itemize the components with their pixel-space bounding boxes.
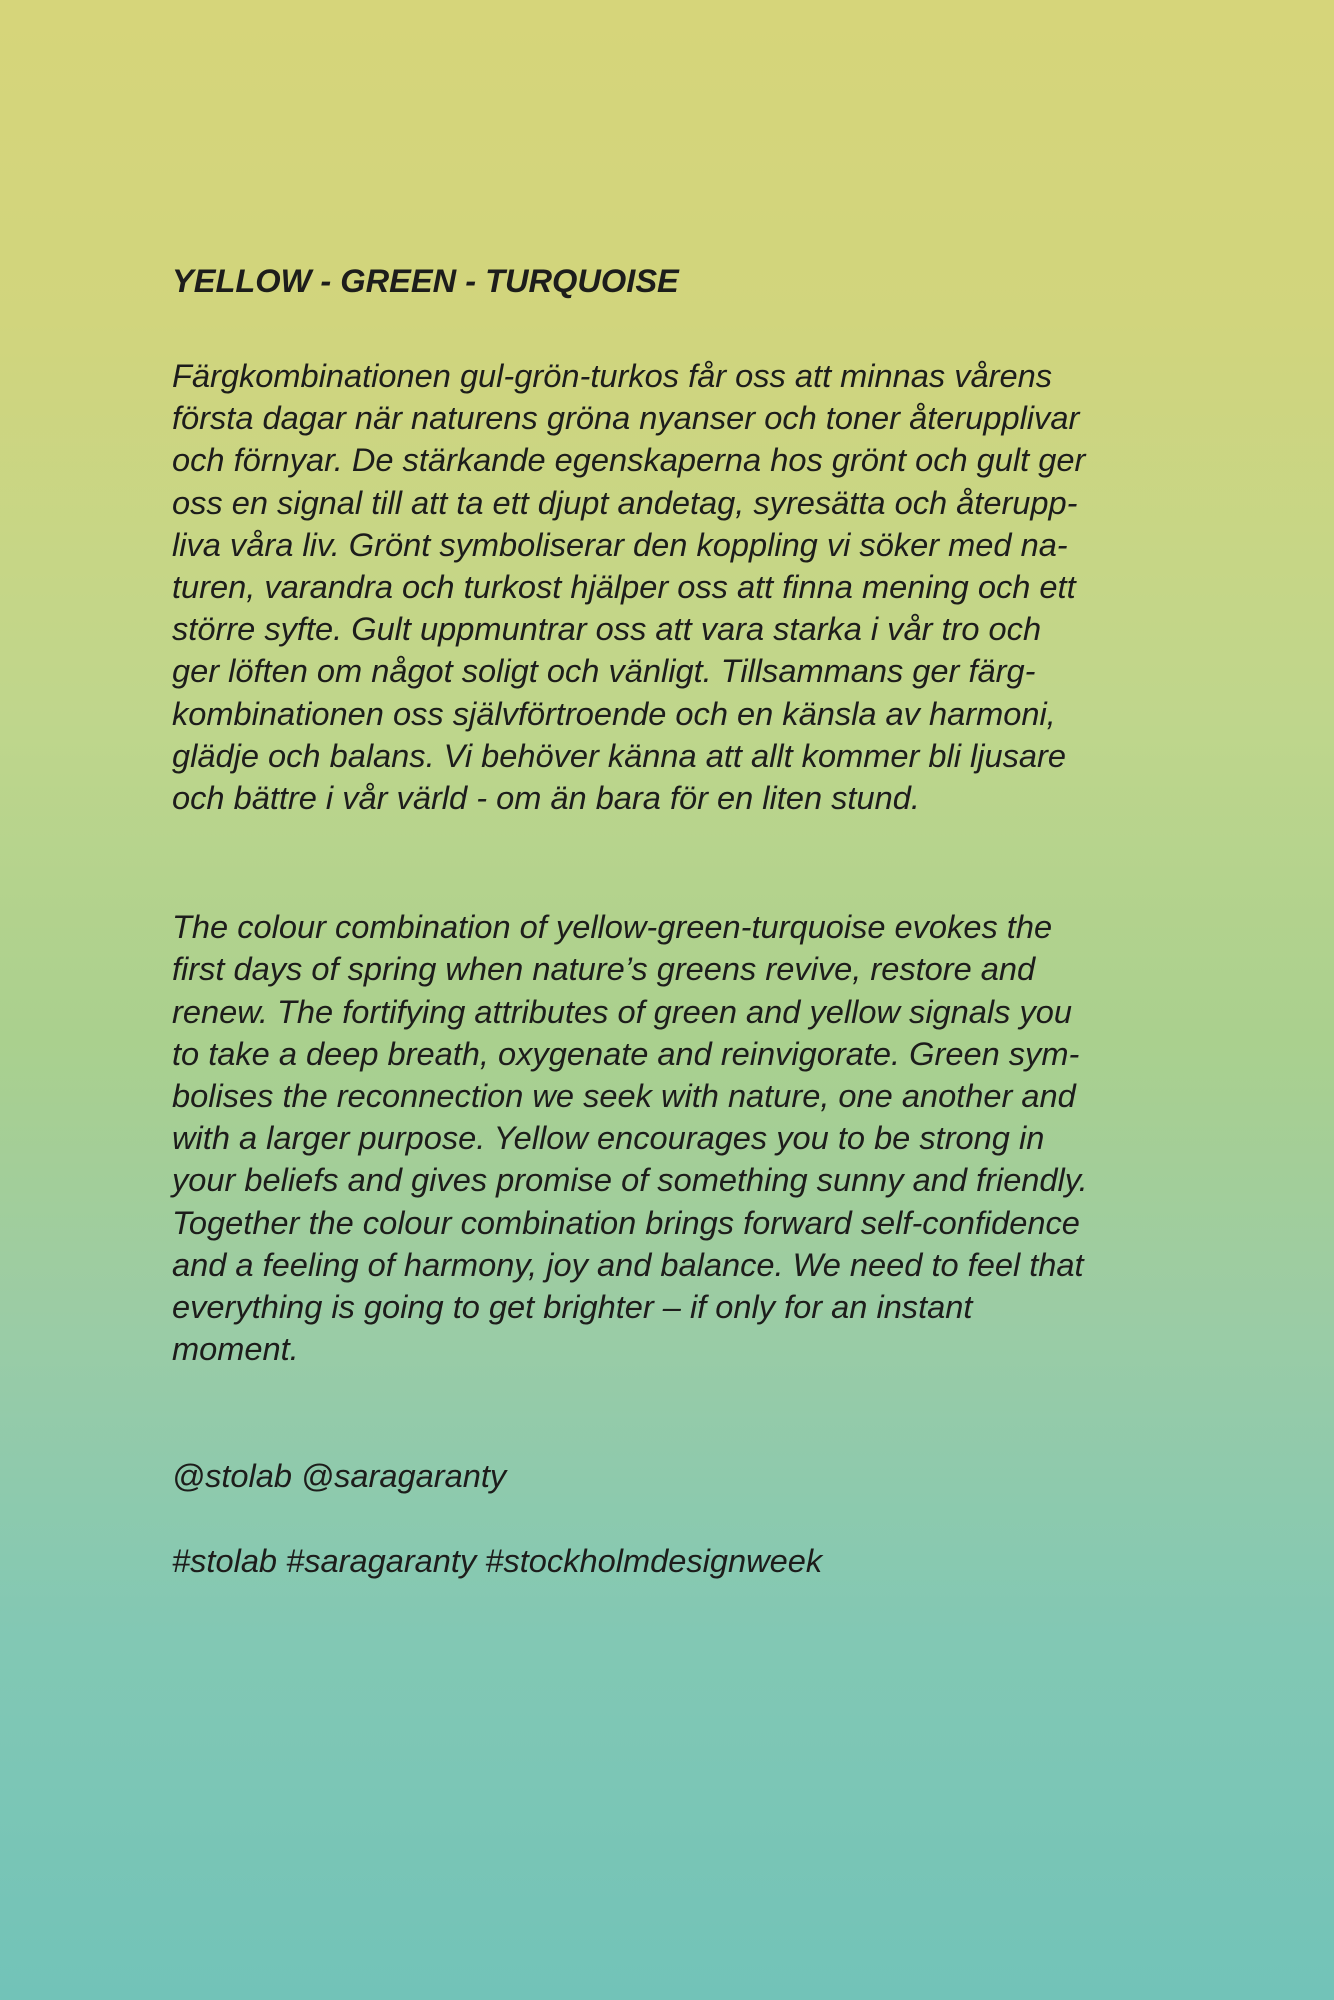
social-handles: @stolab @saragaranty [172,1457,507,1495]
english-line: and a feeling of harmony, joy and balance. We need to feel that [172,1245,1084,1283]
swedish-paragraph [172,355,1212,819]
poster-title: YELLOW - GREEN - TURQUOISE [172,262,679,299]
swedish-line: Färgkombinationen gul-grön-turkos får oss att minnas vårens [172,357,1053,394]
english-line: first days of spring when nature’s greens revive, restore and [172,950,1036,988]
swedish-line: och förnyar. De stärkande egenskaperna hos grönt och gult ger [172,441,1086,479]
swedish-line: kombinationen oss självförtroende och en känsla av harmoni, [172,694,1056,732]
swedish-line: oss en signal till att ta ett djupt andetag, syresätta och återupp- [172,483,1078,521]
swedish-line: glädje och balans. Vi behöver känna att allt kommer bli ljusare [172,736,1066,774]
english-line: bolises the reconnection we seek with nature, one another and [172,1077,1076,1115]
english-paragraph [172,906,1212,1370]
english-line: to take a deep breath, oxygenate and reinvigorate. Green sym- [172,1034,1080,1072]
english-line: moment. [172,1330,299,1368]
english-line: Together the colour combination brings forward self-confidence [172,1203,1080,1241]
english-line: with a larger purpose. Yellow encourages you to be strong in [172,1119,1045,1157]
text-block [172,260,1212,1582]
swedish-line: turen, varandra och turkost hjälper oss att finna mening och ett [172,568,1076,606]
swedish-line: och bättre i vår värld - om än bara för en liten stund. [172,779,920,817]
english-line: everything is going to get brighter – if only for an instant [172,1288,973,1326]
english-line: renew. The fortifying attributes of green and yellow signals you [172,992,1073,1030]
swedish-line: ger löften om något soligt och vänligt. Tillsammans ger färg- [172,652,1036,690]
english-line: your beliefs and gives promise of something sunny and friendly. [172,1161,1088,1199]
swedish-line: första dagar när naturens gröna nyanser och toner återupplivar [172,399,1080,437]
swedish-line: liva våra liv. Grönt symboliserar den koppling vi söker med na- [172,525,1068,563]
hashtags: #stolab #saragaranty #stockholmdesignweek [172,1541,823,1579]
english-line: The colour combination of yellow-green-turquoise evokes the [172,908,1053,946]
swedish-line: större syfte. Gult uppmuntrar oss att vara starka i vår tro och [172,610,1042,648]
